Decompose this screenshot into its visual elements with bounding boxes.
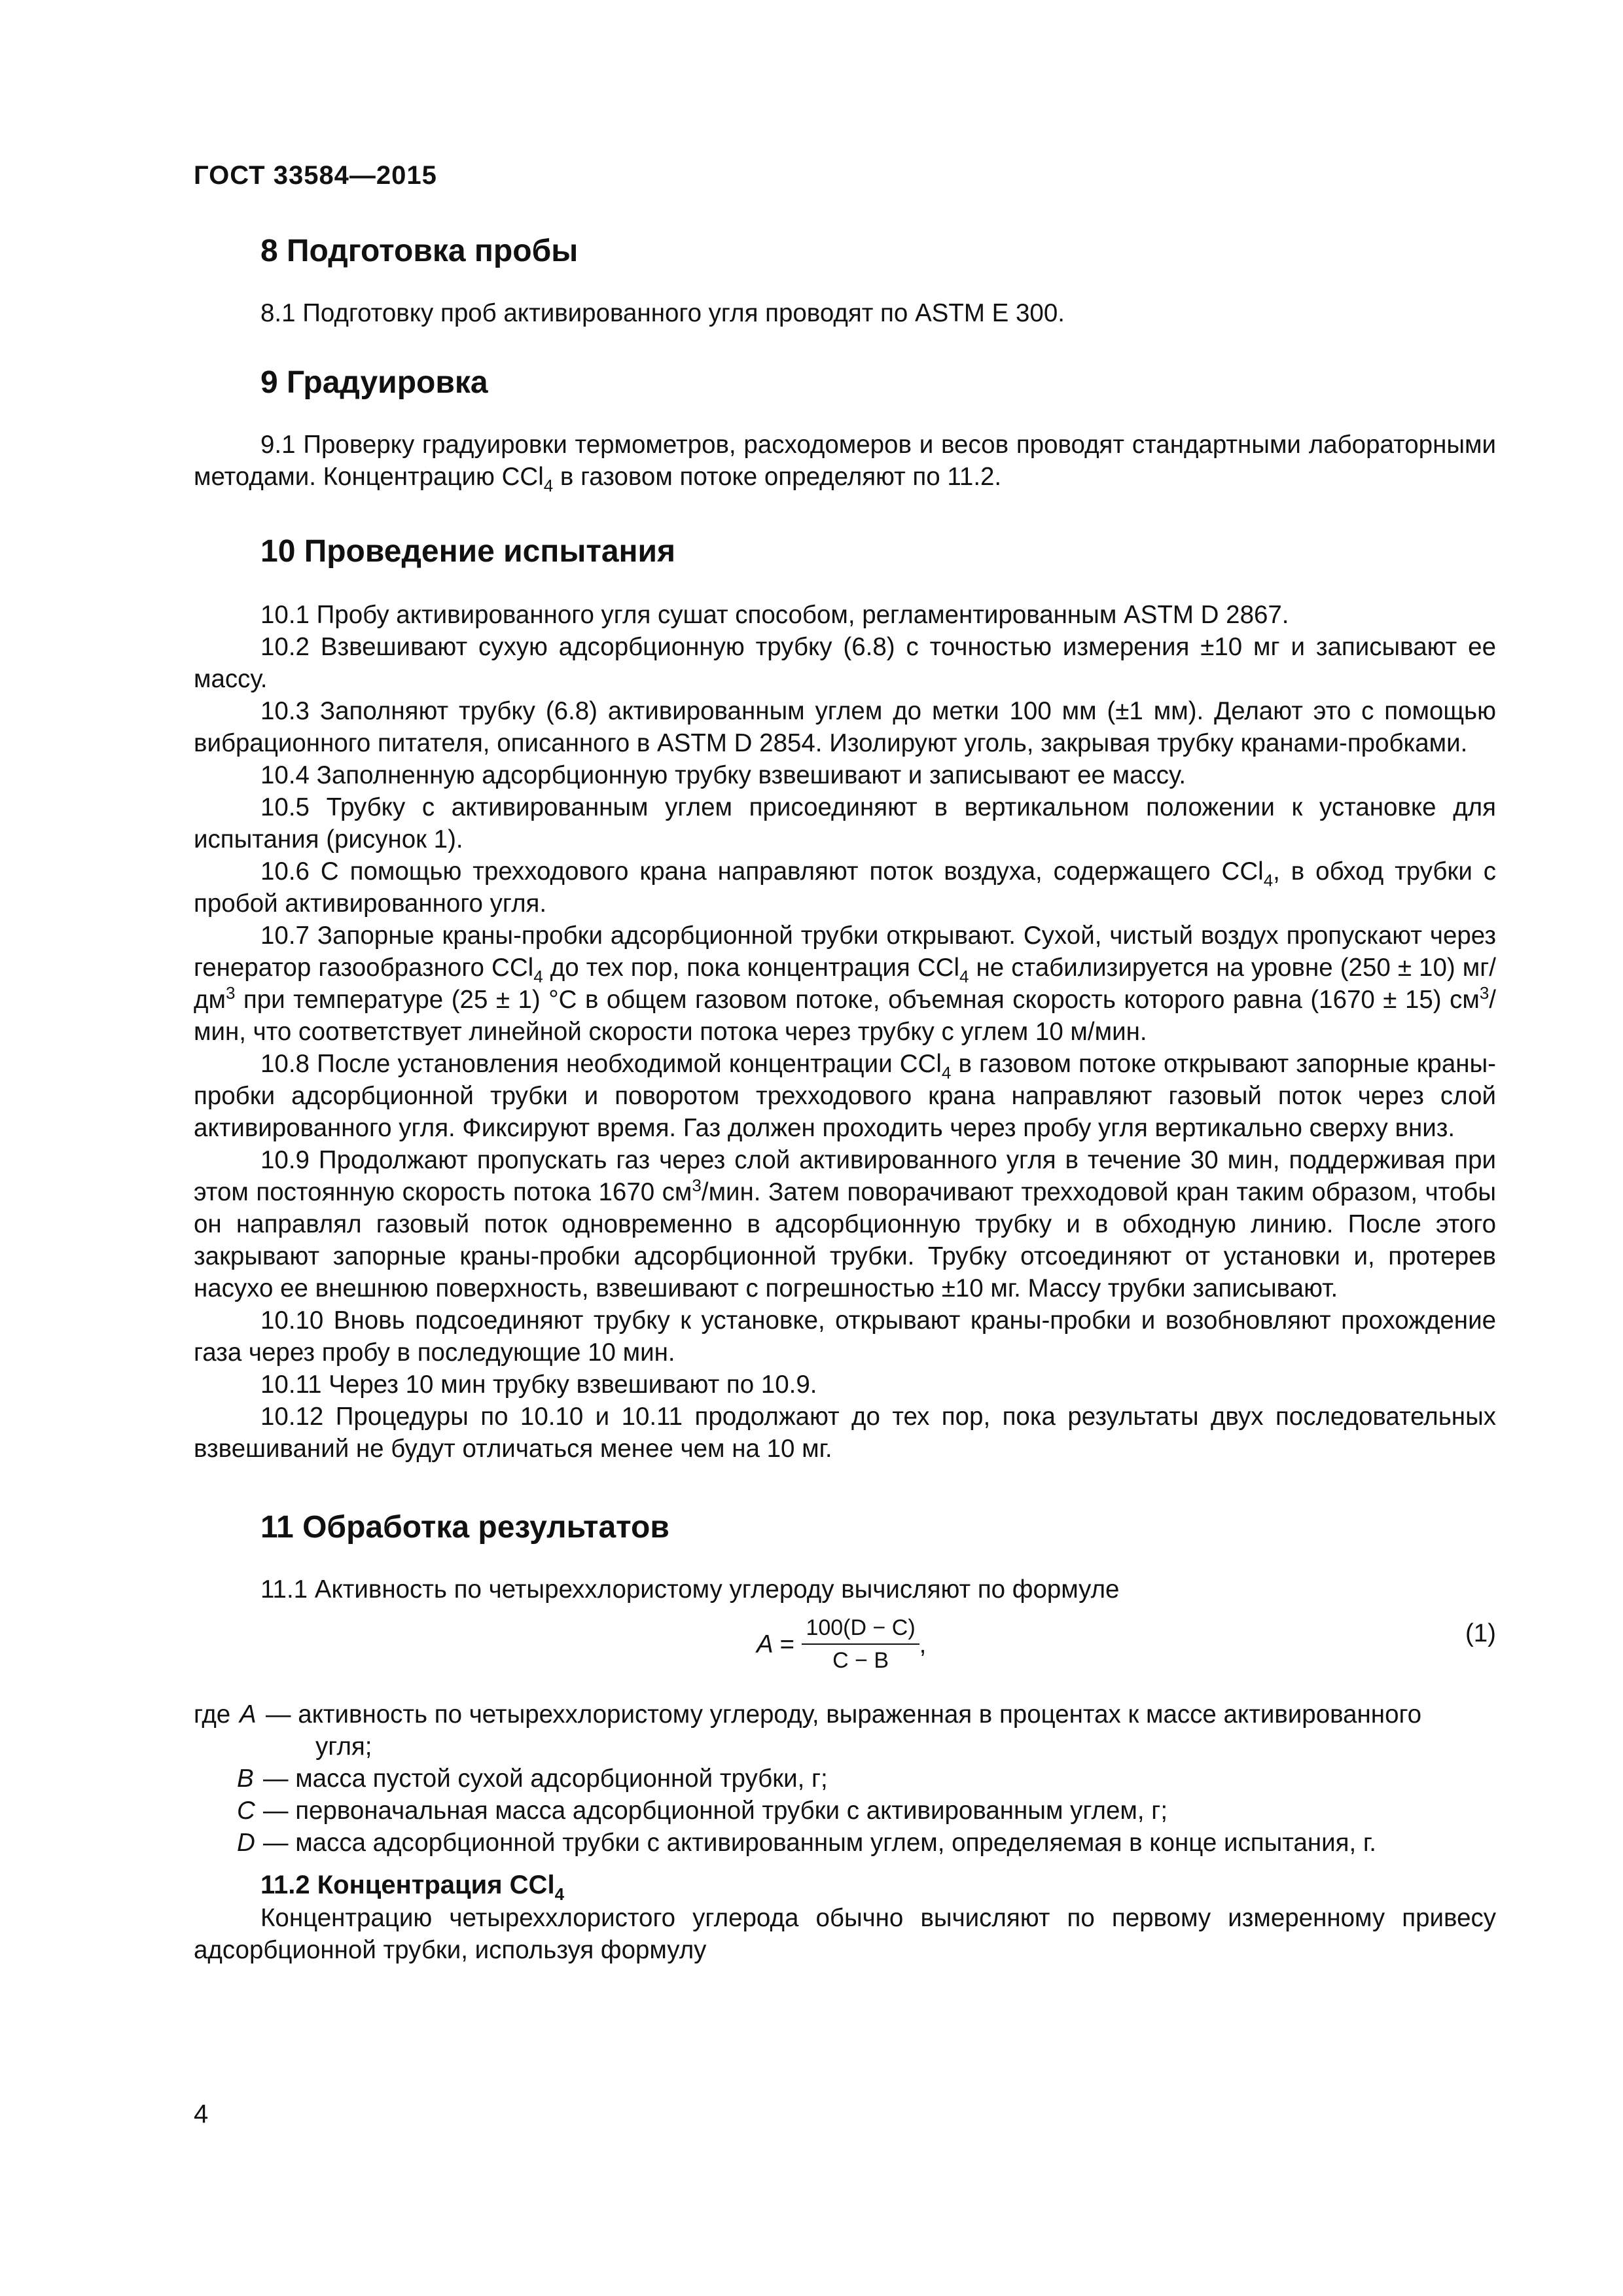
legend-symbol-c: C	[237, 1797, 255, 1825]
formula-numerator: 100(D − C)	[802, 1615, 919, 1645]
superscript: 3	[692, 1175, 702, 1195]
text-run: — активность по четыреххлористому углероду, выраженная в процентах к массе активированного	[266, 1700, 1422, 1729]
subscript: 4	[543, 476, 554, 495]
paragraph-10-2: 10.2 Взвешивают сухую адсорбционную трубку (6.8) с точностью измерения ±10 мг и записывают ее массу.	[194, 633, 1496, 693]
variables-legend	[194, 1698, 1496, 1859]
formula-1	[194, 1608, 1496, 1679]
page-number: 4	[194, 2100, 209, 2128]
paragraph-10-5: 10.5 Трубку с активированным углем присоединяют в вертикальном положении к установке для испытания (рисунок 1).	[194, 793, 1496, 853]
text-run: /мин, что соответствует линейной скорости потока через трубку с углем 10 м/мин.	[194, 986, 1496, 1046]
section-9	[194, 363, 1496, 493]
subsection-11-2-title	[194, 1868, 1496, 1902]
text-run: при температуре (25 ± 1) °С в общем газовом потоке, объемная скорость которого равна (1670 ± 15) см	[235, 986, 1480, 1014]
paragraph-10-12: 10.12 Процедуры по 10.10 и 10.11 продолжают до тех пор, пока результаты двух последовательных взвешиваний не будут отличаться менее чем на 10 мг.	[194, 1403, 1496, 1463]
text-run: не стабилизируется на уровне (250 ± 10) мг/дм	[194, 954, 1496, 1014]
paragraph-11-2: Концентрацию четыреххлористого углерода обычно вычисляют по первому измеренному привесу адсорбционной трубки, используя формулу	[194, 1904, 1496, 1964]
legend-row-d	[194, 1827, 1496, 1859]
section-10-title: 10 Проведение испытания	[260, 534, 676, 569]
text-run: 10.7 Запорные краны-пробки адсорбционной трубки открывают. Сухой, чистый воздух пропускают через генератор газообразного CCl	[194, 922, 1496, 982]
paragraph-10-8	[194, 1048, 1496, 1144]
formula-denominator: C − B	[832, 1648, 889, 1673]
text-run: до тех пор, пока концентрация CCl	[543, 954, 959, 982]
formula-lhs: A =	[757, 1630, 794, 1659]
superscript: 3	[225, 983, 236, 1003]
subscript: 4	[554, 1884, 565, 1904]
text-run: 11.2 Концентрация CCl	[260, 1871, 555, 1899]
text-run: 10.8 После установления необходимой концентрации CCl	[260, 1050, 942, 1078]
text-run: 10.9 Продолжают пропускать газ через слой активированного угля в течение 30 мин, поддерживая при этом постоянную скорость потока 1670 см	[194, 1146, 1496, 1206]
section-8-title: 8 Подготовка пробы	[260, 234, 579, 268]
equation-number: (1)	[1465, 1619, 1496, 1647]
text-run: угля;	[315, 1732, 372, 1761]
paragraph-10-3: 10.3 Заполняют трубку (6.8) активированным углем до метки 100 мм (±1 мм). Делают это с помощью вибрационного питателя, описанного в ASTM D 2854. Изолируют уголь, закрывая трубку кранами-пробками.	[194, 697, 1496, 757]
paragraph-11-1: 11.1 Активность по четыреххлористому углероду вычисляют по формуле	[260, 1575, 1120, 1604]
paragraph-10-10: 10.10 Вновь подсоединяют трубку к установке, открывают краны-пробки и возобновляют прохождение газа через пробу в последующие 10 мин.	[194, 1306, 1496, 1367]
section-9-title: 9 Градуировка	[260, 365, 488, 400]
paragraph-10-4: 10.4 Заполненную адсорбционную трубку взвешивают и записывают ее массу.	[260, 761, 1186, 789]
text-run: в газовом потоке открывают запорные краны-пробки адсорбционной трубки и поворотом трехходового крана направляют газовый поток через слой активированного угля. Фиксируют время. Газ должен проходить через пробу угля вертикально сверху вниз.	[194, 1050, 1497, 1142]
text-run: в газовом потоке определяют по 11.2.	[553, 463, 1002, 491]
legend-where: где	[194, 1700, 231, 1729]
paragraph-10-11: 10.11 Через 10 мин трубку взвешивают по 10.9.	[260, 1371, 817, 1399]
document-body	[194, 216, 1496, 1966]
legend-text-d: — масса адсорбционной трубки с активированным углем, определяемая в конце испытания, г.	[263, 1829, 1376, 1857]
formula-comma: ,	[919, 1630, 927, 1659]
subscript: 4	[533, 967, 543, 986]
subscript: 4	[1263, 870, 1274, 890]
legend-symbol-b: B	[237, 1765, 254, 1793]
legend-row-a	[194, 1698, 1496, 1763]
paragraph-10-9	[194, 1144, 1496, 1304]
paragraph-10-6	[194, 855, 1496, 920]
text-run: 10.6 С помощью трехходового крана направляют поток воздуха, содержащего CCl	[260, 857, 1264, 886]
legend-text-b: — масса пустой сухой адсорбционной трубки, г;	[263, 1765, 828, 1793]
legend-symbol-d: D	[237, 1829, 255, 1857]
legend-symbol-a: A	[240, 1700, 257, 1729]
subscript: 4	[941, 1063, 952, 1083]
section-11-title: 11 Обработка результатов	[260, 1510, 669, 1545]
legend-text-c: — первоначальная масса адсорбционной трубки с активированным углем, г;	[263, 1797, 1168, 1825]
text-run: 9.1 Проверку градуировки термометров, расходомеров и весов проводят стандартными лабораторными методами. Концентрацию CCl	[194, 431, 1496, 491]
formula-expression	[757, 1615, 926, 1674]
superscript: 3	[1479, 983, 1489, 1003]
legend-row-b	[194, 1763, 1496, 1795]
paragraph-10-7	[194, 920, 1496, 1048]
paragraph-10-1: 10.1 Пробу активированного угля сушат способом, регламентированным ASTM D 2867.	[260, 601, 1289, 629]
text-run: , в обход трубки с пробой активированного угля.	[194, 857, 1496, 918]
formula-fraction	[802, 1615, 919, 1674]
legend-text-a	[266, 1698, 1496, 1763]
paragraph-8-1: 8.1 Подготовку проб активированного угля проводят по ASTM E 300.	[260, 299, 1065, 327]
paragraph-9-1	[194, 429, 1496, 493]
section-8	[194, 232, 1496, 329]
section-11	[194, 1508, 1496, 1966]
section-10	[194, 532, 1496, 1465]
text-run: /мин. Затем поворачивают трехходовой кран таким образом, чтобы он направлял газовый поток одновременно в адсорбционную трубку и в обходную линию. После этого закрывают запорные краны-пробки адсорбционной трубки. Трубку отсоединяют от установки и, протерев насухо ее внешнюю поверхность, взвешивают с погрешностью ±10 мг. Массу трубки записывают.	[194, 1178, 1496, 1302]
legend-row-c	[194, 1795, 1496, 1827]
subscript: 4	[959, 967, 969, 986]
document-header: ГОСТ 33584—2015	[194, 161, 437, 190]
